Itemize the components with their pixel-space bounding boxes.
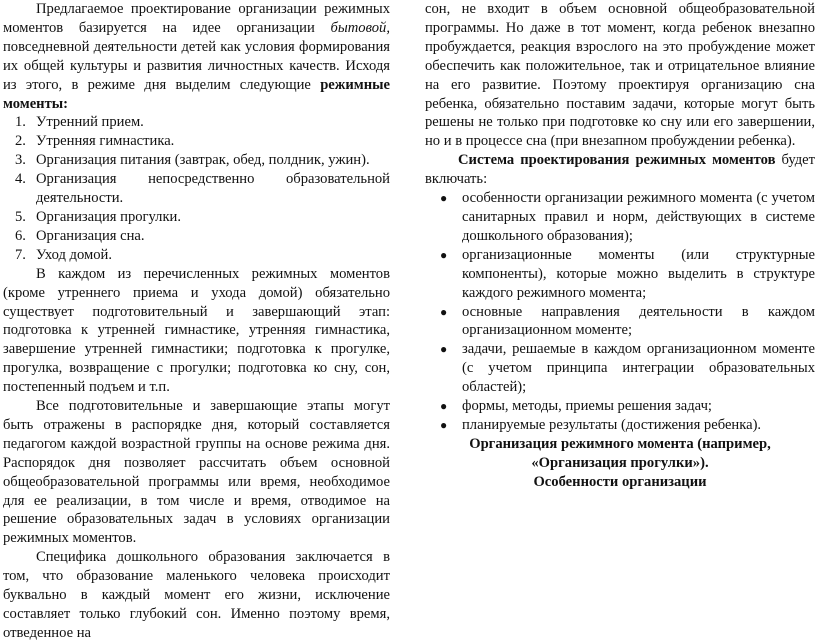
schedule-paragraph: Все подготовительные и завершающие этапы могут быть отражены в распорядке дня, который составляется педагогом каждой возрастной группы на основе режима дня. Распорядок дня позволяет рассчитать объем основной общеобразовательной программы или время, необходимое для ее реализации, в том числе и время, отводимое на решение образовательных задач в условиях организации режимных моментов.: [3, 398, 390, 547]
bullet-icon: ●: [440, 342, 448, 357]
list-item-text: Организация питания (завтрак, обед, полдник, ужин).: [36, 152, 370, 169]
list-item-text: Организация непосредственно образовательной деятельности.: [36, 171, 390, 207]
bullet-icon: ●: [440, 304, 448, 319]
list-item-text: Утренняя гимнастика.: [36, 133, 175, 150]
list-item-text: особенности организации режимного момента (с учетом санитарных правил и норм, действующих в системе дошкольного образования);: [462, 190, 815, 244]
list-item: [440, 340, 815, 397]
list-number: 6.: [15, 227, 26, 244]
section-heading-line-3: [425, 473, 815, 492]
list-item: [15, 151, 390, 170]
heading-text: Организация режимного момента (например,: [469, 435, 771, 452]
list-item: [440, 303, 815, 341]
list-item: [440, 189, 815, 246]
list-item: [15, 227, 390, 246]
list-item: [15, 208, 390, 227]
list-item: [440, 246, 815, 303]
list-item-text: задачи, решаемые в каждом организационном моменте (с учетом принципа интеграции образовательных областей);: [462, 341, 815, 396]
regime-moments-list: [3, 113, 390, 264]
list-item: [15, 246, 390, 265]
bullet-icon: ●: [440, 247, 448, 262]
list-item: [440, 397, 815, 416]
list-item: [15, 132, 390, 151]
list-item: [15, 170, 390, 208]
intro-italic-word: бытовой,: [330, 19, 390, 36]
list-item: [15, 113, 390, 132]
heading-text: Особенности организации: [533, 473, 707, 490]
list-item-text: Утренний прием.: [36, 114, 144, 131]
list-item-text: основные направления деятельности в каждом организационном моменте;: [462, 303, 815, 339]
regime-moments-label: режимные моменты:: [3, 76, 390, 112]
heading-text: «Организация прогулки»).: [531, 454, 709, 471]
sleep-paragraph: сон, не входит в объем основной общеобразовательной программы. Но даже в тот момент, когда ребенок внезапно пробуждается, реакция взрослого на это пробуждение может обеспечить как положительное, так и отрицательное влияние на его развитие. Поэтому проектируя организацию сна ребенка, обязательно поставим задачи, которые могут быть решены не только при подготовке ко сну или его завершении, но и в процессе сна (при внезапном пробуждении ребенка).: [425, 1, 815, 150]
list-number: 5.: [15, 208, 26, 225]
system-components-list: [425, 189, 815, 435]
list-item: [440, 416, 815, 435]
bullet-icon: ●: [440, 399, 448, 414]
system-paragraph: [425, 151, 815, 189]
list-item-text: Уход домой.: [36, 246, 112, 263]
bullet-icon: ●: [440, 417, 448, 432]
list-number: 3.: [15, 152, 26, 169]
specifics-paragraph: Специфика дошкольного образования заключается в том, что образование маленького человека происходит буквально в каждый момент его жизни, исключение составляет только глубокий сон. Именно поэтому время, отведенное на: [3, 549, 390, 641]
intro-text: Предлагаемое проектирование организации режимных моментов базируется на идее организации: [3, 1, 390, 36]
bullet-icon: ●: [440, 191, 448, 206]
intro-paragraph: [3, 0, 390, 113]
intro-text-continued: повседневной деятельности детей как условия формирования их общей культуры и развития личностных качеств. Исходя из этого, в режиме дня выделим следующие: [3, 38, 390, 93]
system-title: Система проектирования режимных моментов: [458, 152, 776, 169]
list-number: 7.: [15, 246, 26, 263]
list-item-text: формы, методы, приемы решения задач;: [462, 398, 712, 415]
list-item-text: планируемые результаты (достижения ребенка).: [462, 416, 762, 433]
list-number: 4.: [15, 171, 26, 188]
right-column: [425, 0, 815, 492]
stages-paragraph: В каждом из перечисленных режимных моментов (кроме утреннего приема и ухода домой) обязательно существует подготовительный и завершающий этап: подготовка к утренней гимнастике, утренняя гимнастика, завершение утренней гимнастики; подготовка к прогулке, прогулка, возвращение с прогулки; подготовка ко сну, сон, постепенный подъем и т.п.: [3, 265, 390, 396]
system-text: будет включать:: [425, 152, 815, 188]
left-column: [3, 0, 390, 643]
list-item-text: организационные моменты (или структурные компоненты), которые можно выделить в структуре каждого режимного момента;: [462, 246, 815, 301]
list-item-text: Организация прогулки.: [36, 208, 182, 225]
list-number: 1.: [15, 114, 26, 131]
list-number: 2.: [15, 133, 26, 150]
section-heading-line-1: [425, 435, 815, 454]
section-heading-line-2: [425, 454, 815, 473]
list-item-text: Организация сна.: [36, 227, 145, 244]
